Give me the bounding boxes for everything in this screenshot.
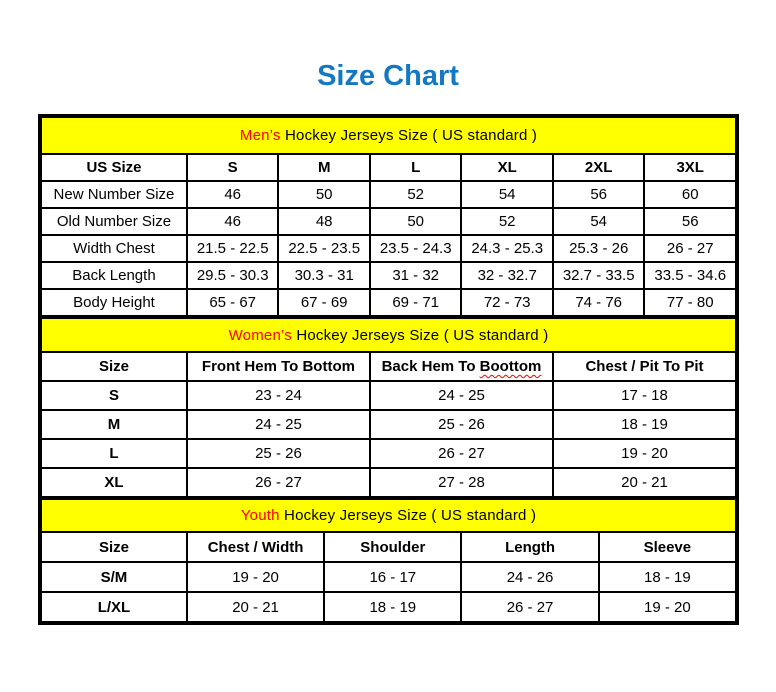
section-title-rest: Hockey Jerseys Size ( US standard ) xyxy=(291,326,549,344)
table-cell: 27 - 28 xyxy=(370,468,553,497)
column-header: Sleeve xyxy=(599,532,736,562)
table-row xyxy=(41,235,736,262)
table-row xyxy=(41,562,736,592)
table-cell: 19 - 20 xyxy=(187,562,324,592)
table-row xyxy=(41,592,736,622)
youth-column-header-row xyxy=(41,532,736,562)
column-header: S xyxy=(187,154,279,181)
table-cell: 26 - 27 xyxy=(644,235,736,262)
column-header: US Size xyxy=(41,154,187,181)
table-cell: 46 xyxy=(187,208,279,235)
table-row xyxy=(41,181,736,208)
row-label: Back Length xyxy=(41,262,187,289)
table-cell: 67 - 69 xyxy=(278,289,370,316)
size-chart-tables xyxy=(38,114,739,625)
table-cell: 50 xyxy=(370,208,462,235)
section-title-womens xyxy=(41,318,736,352)
table-cell: 60 xyxy=(644,181,736,208)
table-row xyxy=(41,439,736,468)
table-cell: 17 - 18 xyxy=(553,381,736,410)
table-row xyxy=(41,468,736,497)
column-header: 3XL xyxy=(644,154,736,181)
table-cell: 56 xyxy=(553,181,645,208)
table-cell: 26 - 27 xyxy=(370,439,553,468)
womens-size-table xyxy=(40,317,737,498)
table-cell: 54 xyxy=(553,208,645,235)
table-cell: 30.3 - 31 xyxy=(278,262,370,289)
column-header-back-hem xyxy=(370,352,553,381)
table-cell: 20 - 21 xyxy=(187,592,324,622)
table-cell: 18 - 19 xyxy=(553,410,736,439)
table-cell: 48 xyxy=(278,208,370,235)
mens-column-header-row xyxy=(41,154,736,181)
table-cell: 77 - 80 xyxy=(644,289,736,316)
table-cell: 56 xyxy=(644,208,736,235)
table-cell: 52 xyxy=(461,208,553,235)
column-header: Chest / Width xyxy=(187,532,324,562)
table-cell: 19 - 20 xyxy=(599,592,736,622)
section-title-highlight: Youth xyxy=(240,507,280,524)
row-label: XL xyxy=(41,468,187,497)
table-row xyxy=(41,262,736,289)
table-cell: 65 - 67 xyxy=(187,289,279,316)
row-label: S xyxy=(41,381,187,410)
misspelled-word: Boottom xyxy=(479,358,542,375)
table-cell: 23 - 24 xyxy=(187,381,370,410)
column-header: Chest / Pit To Pit xyxy=(553,352,736,381)
table-cell: 18 - 19 xyxy=(324,592,461,622)
table-cell: 33.5 - 34.6 xyxy=(644,262,736,289)
table-row xyxy=(41,289,736,316)
table-cell: 46 xyxy=(187,181,279,208)
section-title-rest: Hockey Jerseys Size ( US standard ) xyxy=(279,507,537,524)
table-cell: 32.7 - 33.5 xyxy=(553,262,645,289)
table-cell: 21.5 - 22.5 xyxy=(187,235,279,262)
table-row xyxy=(41,208,736,235)
column-header: XL xyxy=(461,154,553,181)
table-cell: 72 - 73 xyxy=(461,289,553,316)
table-cell: 74 - 76 xyxy=(553,289,645,316)
column-header: Shoulder xyxy=(324,532,461,562)
section-title-highlight: Men’s xyxy=(239,127,281,144)
table-row xyxy=(41,381,736,410)
row-label: M xyxy=(41,410,187,439)
column-header: L xyxy=(370,154,462,181)
table-cell: 24.3 - 25.3 xyxy=(461,235,553,262)
womens-column-header-row xyxy=(41,352,736,381)
table-cell: 26 - 27 xyxy=(187,468,370,497)
column-header: 2XL xyxy=(553,154,645,181)
row-label: S/M xyxy=(41,562,187,592)
table-cell: 23.5 - 24.3 xyxy=(370,235,462,262)
section-title-youth xyxy=(41,499,736,532)
table-cell: 32 - 32.7 xyxy=(461,262,553,289)
youth-size-table xyxy=(40,498,737,623)
table-cell: 24 - 25 xyxy=(370,381,553,410)
row-label: Width Chest xyxy=(41,235,187,262)
table-cell: 54 xyxy=(461,181,553,208)
table-cell: 29.5 - 30.3 xyxy=(187,262,279,289)
column-header: Length xyxy=(461,532,598,562)
table-cell: 26 - 27 xyxy=(461,592,598,622)
youth-section-header-row xyxy=(41,499,736,532)
table-cell: 25 - 26 xyxy=(187,439,370,468)
table-cell: 22.5 - 23.5 xyxy=(278,235,370,262)
section-title-rest: Hockey Jerseys Size ( US standard ) xyxy=(280,127,538,144)
table-cell: 50 xyxy=(278,181,370,208)
page-title: Size Chart xyxy=(317,60,459,92)
table-cell: 20 - 21 xyxy=(553,468,736,497)
mens-size-table xyxy=(40,116,737,317)
section-title-highlight: Women’s xyxy=(228,326,292,344)
table-cell: 25.3 - 26 xyxy=(553,235,645,262)
row-label: L/XL xyxy=(41,592,187,622)
table-cell: 19 - 20 xyxy=(553,439,736,468)
table-cell: 16 - 17 xyxy=(324,562,461,592)
table-cell: 52 xyxy=(370,181,462,208)
column-header: Size xyxy=(41,532,187,562)
column-header: Front Hem To Bottom xyxy=(187,352,370,381)
table-cell: 69 - 71 xyxy=(370,289,462,316)
column-header-text: Back Hem To xyxy=(381,358,480,375)
row-label: Body Height xyxy=(41,289,187,316)
section-title-mens xyxy=(41,117,736,154)
table-row xyxy=(41,410,736,439)
table-cell: 31 - 32 xyxy=(370,262,462,289)
womens-section-header-row xyxy=(41,318,736,352)
mens-section-header-row xyxy=(41,117,736,154)
row-label: Old Number Size xyxy=(41,208,187,235)
table-cell: 24 - 26 xyxy=(461,562,598,592)
row-label: L xyxy=(41,439,187,468)
column-header: M xyxy=(278,154,370,181)
column-header: Size xyxy=(41,352,187,381)
table-cell: 24 - 25 xyxy=(187,410,370,439)
row-label: New Number Size xyxy=(41,181,187,208)
table-cell: 25 - 26 xyxy=(370,410,553,439)
table-cell: 18 - 19 xyxy=(599,562,736,592)
